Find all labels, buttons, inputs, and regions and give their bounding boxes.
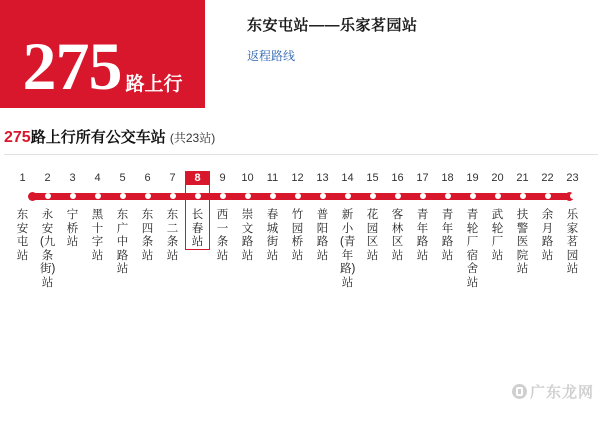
stop-dot-icon [420, 193, 426, 199]
stop-dot-icon [295, 193, 301, 199]
stop-dot-icon [470, 193, 476, 199]
stop-name: 余月路站 [541, 209, 554, 262]
stop-index: 20 [491, 172, 504, 184]
stop-dot-icon [395, 193, 401, 199]
stop-dot-icon [245, 193, 251, 199]
route-number-badge [0, 0, 205, 108]
stop-index: 23 [566, 172, 579, 184]
stop-name: 客林区站 [391, 209, 404, 262]
route-header-info [205, 0, 418, 64]
stops-count: (共23站) [169, 131, 216, 145]
stop-index: 3 [69, 172, 76, 184]
watermark-text: 广东龙网 [529, 384, 594, 401]
stop-item[interactable] [85, 171, 110, 263]
stop-name: 青年路站 [441, 209, 454, 262]
stop-name: 青轮厂宿舍站 [466, 209, 479, 289]
watermark-icon [512, 384, 527, 399]
stop-index: 15 [366, 172, 379, 184]
section-title-text: 路上行所有公交车站 [30, 129, 166, 146]
stop-name: 青年路站 [416, 209, 429, 262]
stop-index: 17 [416, 172, 429, 184]
stop-name: 春城街站 [266, 209, 279, 262]
stop-name: 黑十字站 [91, 209, 104, 262]
stop-item[interactable] [185, 171, 210, 250]
stop-name: 武轮厂站 [491, 209, 504, 262]
stop-index: 7 [169, 172, 176, 184]
stop-index: 22 [541, 172, 554, 184]
stop-item[interactable] [35, 171, 60, 290]
stop-item[interactable] [460, 171, 485, 290]
stop-dot-icon [270, 193, 276, 199]
stop-item[interactable] [110, 171, 135, 277]
stop-index: 21 [516, 172, 529, 184]
return-route-link[interactable]: 返程路线 [247, 49, 296, 63]
stop-dot-icon [145, 193, 151, 199]
stop-item[interactable] [385, 171, 410, 263]
stop-item[interactable] [285, 171, 310, 263]
stops-row [10, 171, 592, 290]
stop-dot-icon [320, 193, 326, 199]
watermark [512, 381, 594, 402]
route-number: 275 [22, 28, 122, 104]
stop-index: 6 [144, 172, 151, 184]
stop-dot-icon [45, 193, 51, 199]
stop-dot-icon [220, 193, 226, 199]
stop-name: 扶警医院站 [516, 209, 529, 275]
stop-name: 东二条站 [166, 209, 179, 262]
stop-index: 18 [441, 172, 454, 184]
stop-item[interactable] [10, 171, 35, 263]
stop-item[interactable] [360, 171, 385, 263]
stop-item[interactable] [510, 171, 535, 277]
stop-index: 8 [185, 171, 210, 185]
stop-index: 14 [341, 172, 354, 184]
stop-dot-icon [195, 193, 201, 199]
stop-name: 长春站 [191, 209, 204, 248]
stop-name: 西一条站 [216, 209, 229, 262]
stop-item[interactable] [310, 171, 335, 263]
stop-item[interactable] [410, 171, 435, 263]
route-line-start-cap [28, 192, 37, 201]
stop-name: 崇文路站 [241, 209, 254, 262]
stop-item[interactable] [485, 171, 510, 263]
stop-dot-icon [120, 193, 126, 199]
stop-dot-icon [370, 193, 376, 199]
stop-item[interactable] [535, 171, 560, 263]
stop-dot-icon [520, 193, 526, 199]
stop-dot-icon [95, 193, 101, 199]
stop-item[interactable] [435, 171, 460, 263]
stop-dot-icon [345, 193, 351, 199]
section-divider [4, 154, 598, 155]
stop-name: 东广中路站 [116, 209, 129, 275]
stops-section-title [0, 118, 602, 147]
stop-index: 5 [119, 172, 126, 184]
stop-dot-icon [545, 193, 551, 199]
stop-dot-icon [445, 193, 451, 199]
stop-item[interactable] [560, 171, 585, 277]
stop-index: 19 [466, 172, 479, 184]
route-line [32, 193, 570, 200]
stop-index: 11 [266, 172, 279, 184]
section-title-route: 275 [4, 129, 31, 146]
stop-index: 4 [94, 172, 101, 184]
stop-index: 9 [219, 172, 226, 184]
route-header [0, 0, 602, 118]
stop-name: 永安(九条街)站 [40, 209, 56, 289]
stop-index: 10 [241, 172, 254, 184]
stop-index: 12 [291, 172, 304, 184]
stop-item[interactable] [60, 171, 85, 250]
stop-item[interactable] [335, 171, 360, 290]
stop-name: 乐家茗园站 [566, 209, 579, 275]
stop-item[interactable] [160, 171, 185, 263]
stop-item[interactable] [260, 171, 285, 263]
stop-index: 2 [44, 172, 51, 184]
stop-name: 宁桥站 [66, 209, 79, 248]
stop-item[interactable] [235, 171, 260, 263]
stop-item[interactable] [210, 171, 235, 263]
route-direction-label: 路上行 [125, 74, 183, 95]
stop-dot-icon [20, 193, 26, 199]
stop-item[interactable] [135, 171, 160, 263]
stop-index: 1 [19, 172, 26, 184]
route-title: 东安屯站——乐家茗园站 [247, 17, 418, 34]
stop-name: 花园区站 [366, 209, 379, 262]
stop-dot-icon [570, 193, 576, 199]
stop-name: 普阳路站 [316, 209, 329, 262]
stop-dot-icon [495, 193, 501, 199]
stop-index: 16 [391, 172, 404, 184]
stop-index: 13 [316, 172, 329, 184]
stop-dot-icon [70, 193, 76, 199]
stop-name: 东四条站 [141, 209, 154, 262]
stop-dot-container [185, 185, 210, 207]
stop-dot-icon [170, 193, 176, 199]
stop-name: 东安屯站 [16, 209, 29, 262]
stop-name: 新小(青年路)站 [340, 209, 356, 289]
stop-name: 竹园桥站 [291, 209, 304, 262]
